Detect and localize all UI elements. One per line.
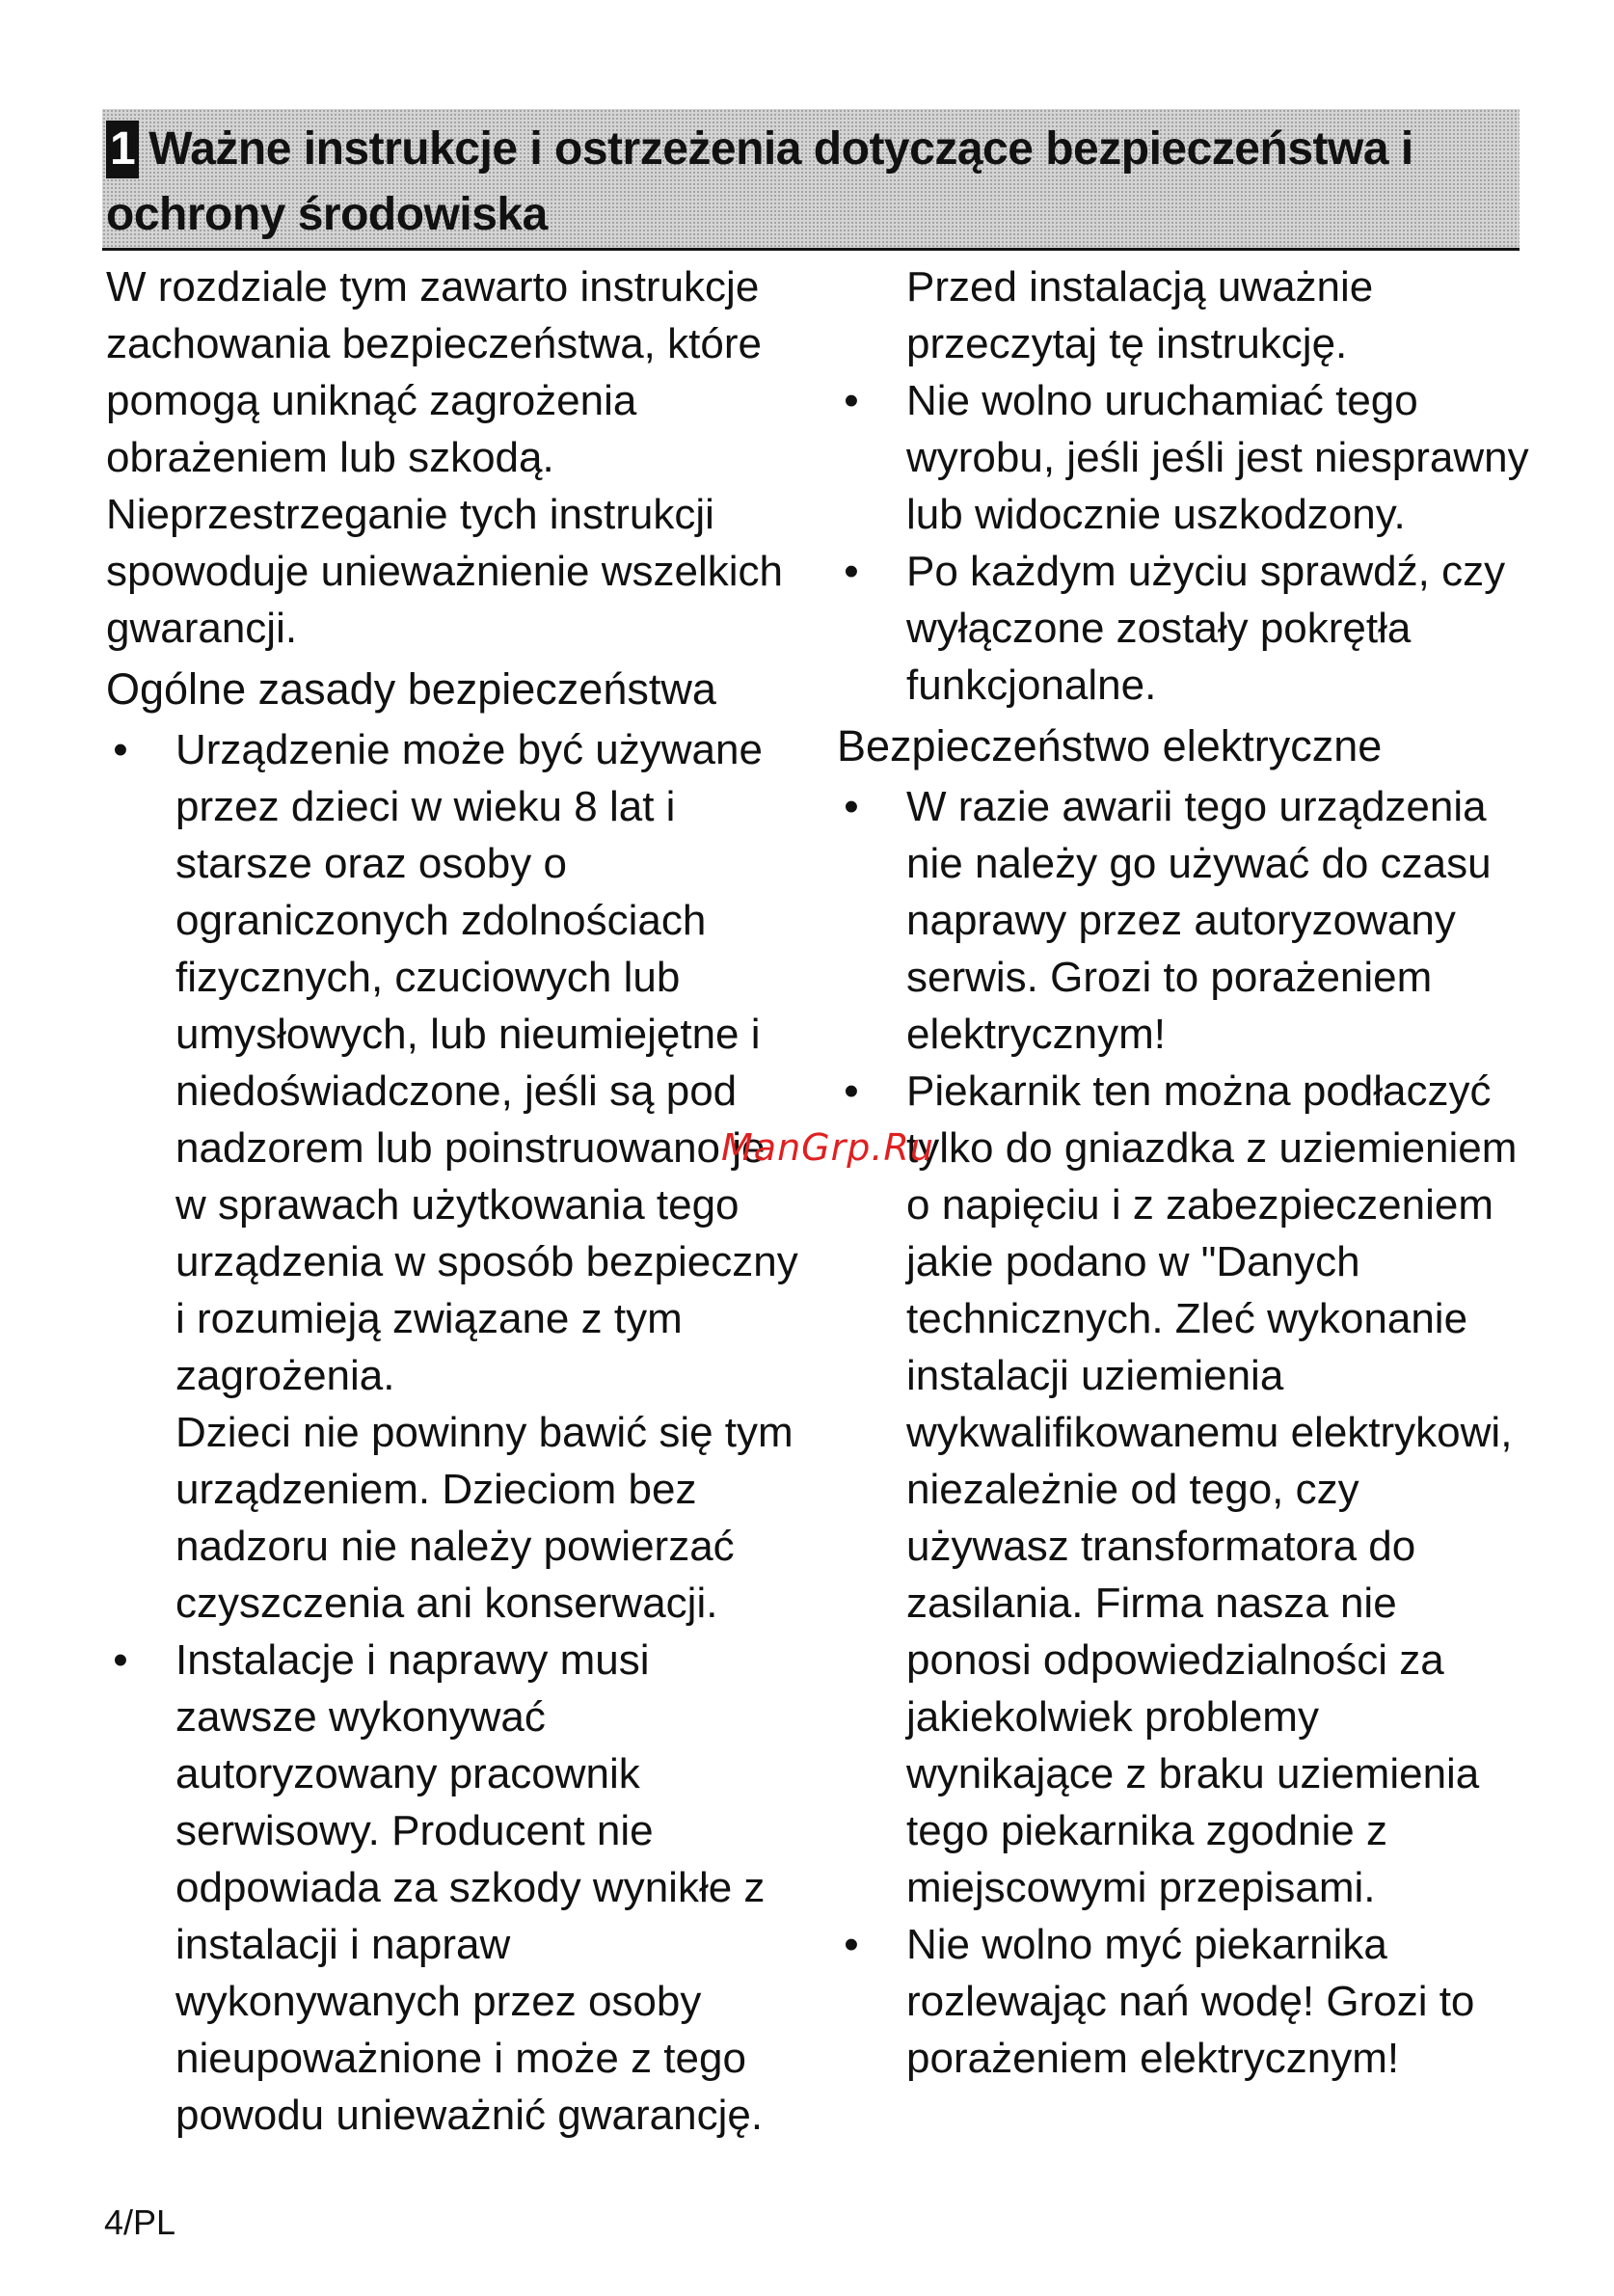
list-item-text: Po każdym użyciu sprawdź, czy wyłączone zostały pokrętła funkcjonalne. (906, 548, 1506, 709)
right-column (837, 258, 1531, 2087)
list-item-continuation: Dzieci nie powinny bawić się tym urządzeniem. Dzieciom bez nadzoru nie należy powierzać czyszczenia ani konserwacji. (175, 1409, 794, 1627)
intro-paragraph: W rozdziale tym zawarto instrukcje zachowania bezpieczeństwa, które pomogą uniknąć zagrożenia obrażeniem lub szkodą. Nieprzestrzeganie tych instrukcji spowoduje unieważnienie wszelkich gwarancji. (106, 263, 783, 652)
general-safety-list-2 (106, 1632, 800, 2144)
electrical-safety-list (837, 778, 1531, 2087)
list-item-text: Instalacje i naprawy musi zawsze wykonywać autoryzowany pracownik serwisowy. Producent nie odpowiada za szkody wynikłe z instalacji i napraw wykonywanych przez osoby nieupoważnione i może z tego powodu unieważnić gwarancję. (175, 1636, 766, 2139)
left-column (106, 258, 800, 2144)
electrical-safety-heading: Bezpieczeństwo elektryczne (837, 721, 1383, 770)
continued-text: Przed instalacją uważnie przeczytaj tę instrukcję. (906, 263, 1374, 367)
list-item-text: W razie awarii tego urządzenia nie należy go używać do czasu naprawy przez autoryzowany serwis. Grozi to porażeniem elektrycznym! (906, 783, 1492, 1058)
list-item-text: Urządzenie może być używane przez dzieci w wieku 8 lat i starsze oraz osoby o ograniczonych zdolnościach fizycznych, czuciowych lub umysłowych, lub nieumiejętne i niedoświadczone, jeśli są pod nadzorem lub poinstruowano je w sprawach użytkowania tego urządzenia w sposób bezpieczny i rozumieją związane z tym zagrożenia. (175, 726, 798, 1399)
list-item (106, 1632, 800, 2144)
list-item-text: Nie wolno uruchamiać tego wyrobu, jeśli jeśli jest niesprawny lub widocznie uszkodzony. (906, 377, 1529, 538)
general-safety-list (106, 721, 800, 1404)
list-item-text: Piekarnik ten można podłaczyć tylko do gniazdka z uziemieniem o napięciu i z zabezpieczeniem jakie podano w "Danych technicznych. Zleć wykonanie instalacji uziemienia wykwalifikowanemu elektrykowi, niezależnie od tego, czy używasz transformatora do zasilania. Firma nasza nie ponosi odpowiedzialności za jakiekolwiek problemy wynikające z braku uziemienia tego piekarnika zgodnie z miejscowymi przepisami. (906, 1067, 1518, 1911)
list-item (837, 543, 1531, 714)
list-item (837, 1063, 1531, 1916)
list-item-text: Nie wolno myć piekarnika rozlewając nań wodę! Grozi to porażeniem elektrycznym! (906, 1921, 1475, 2082)
page-number: 4/PL (104, 2202, 176, 2242)
list-item (106, 721, 800, 1404)
list-item (837, 1916, 1531, 2087)
section-title-text: Ważne instrukcje i ostrzeżenia dotyczące bezpieczeństwa i ochrony środowiska (106, 123, 1413, 240)
general-safety-list-continued (837, 372, 1531, 714)
watermark: ManGrp.Ru (721, 1126, 934, 1169)
section-header (102, 109, 1520, 251)
section-title (106, 117, 1516, 248)
general-safety-heading: Ogólne zasady bezpieczeństwa (106, 664, 716, 714)
list-item (837, 372, 1531, 543)
list-item (837, 778, 1531, 1063)
chapter-number: 1 (106, 121, 139, 178)
